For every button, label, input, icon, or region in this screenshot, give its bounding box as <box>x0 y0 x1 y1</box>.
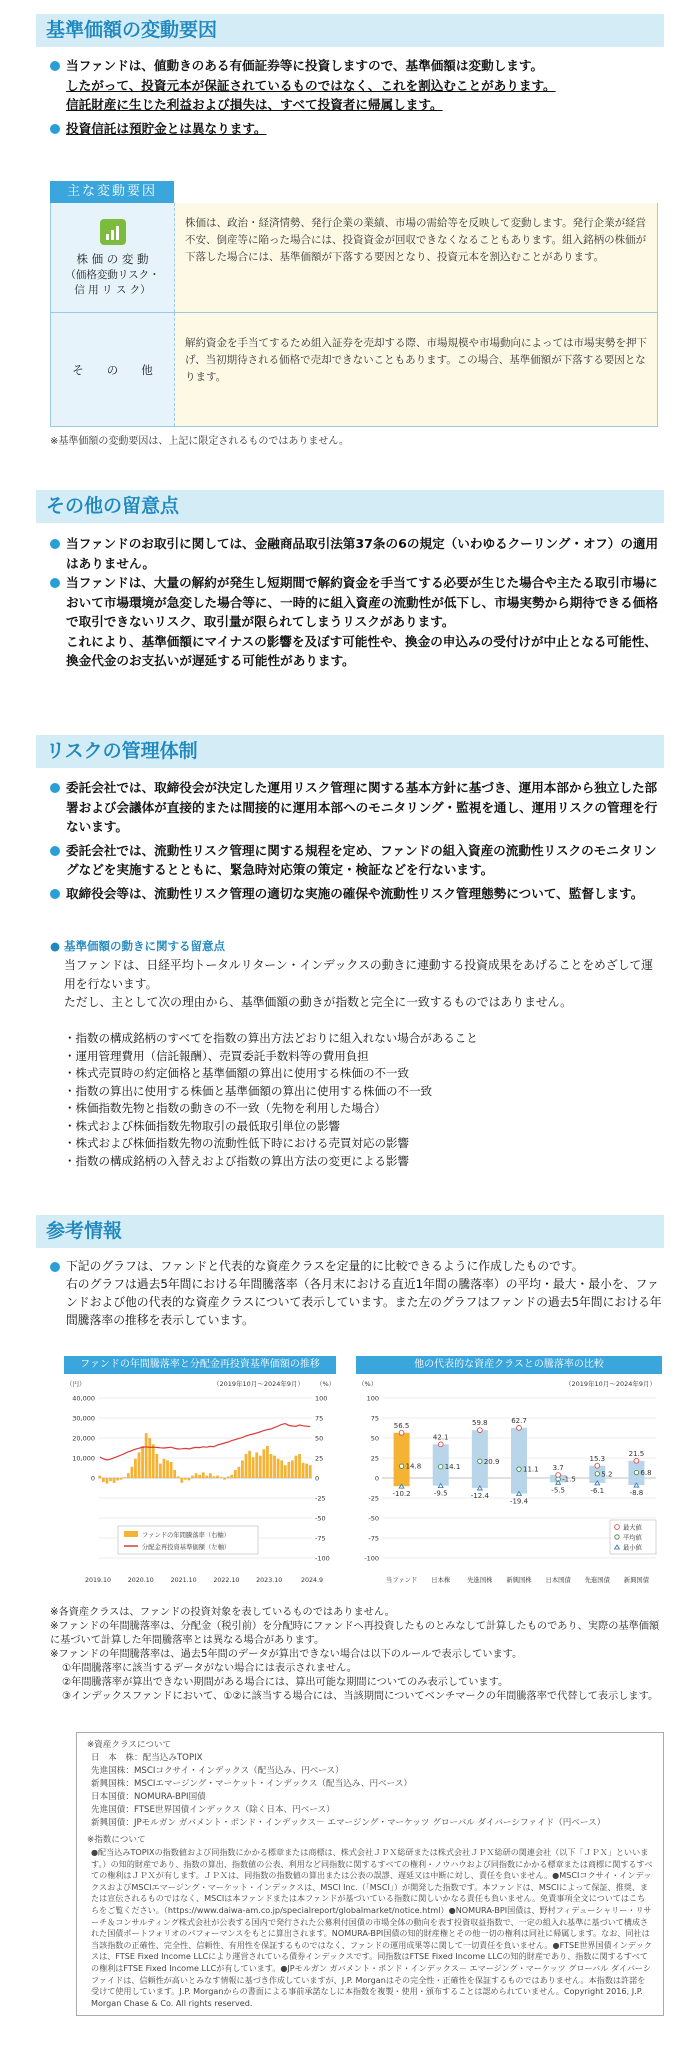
y-unit: （%） <box>358 1380 378 1388</box>
fund-return-bar <box>245 1454 248 1478</box>
fund-return-bar <box>291 1460 294 1478</box>
avg-label: 14.8 <box>405 1462 422 1471</box>
y-tick: 75 <box>370 1414 379 1423</box>
y-right-tick: 25 <box>315 1454 324 1463</box>
avg-label: -1.5 <box>562 1475 576 1484</box>
avg-marker <box>595 1472 599 1476</box>
list-item: ・指数の構成銘柄の入替えおよび指数の算出方法の変更による影響 <box>64 1153 409 1168</box>
avg-label: 20.9 <box>483 1457 500 1466</box>
fund-return-bar <box>106 1478 109 1484</box>
max-marker <box>595 1463 600 1468</box>
min-label: -19.4 <box>509 1497 529 1506</box>
legend-bar-swatch <box>124 1531 138 1537</box>
x-tick: 2020.10 <box>127 1577 154 1584</box>
list-item: ・指数の算出に使用する株価と基準価額の算出に使用する株価の不一致 <box>64 1083 432 1098</box>
row-label-line: （価格変動リスク・ <box>65 268 160 281</box>
fund-return-bar <box>202 1472 205 1478</box>
fund-return-bar <box>170 1462 173 1478</box>
fund-return-bar <box>209 1473 212 1478</box>
legend-bar-label: ファンドの年間騰落率（右軸） <box>142 1532 231 1539</box>
y-left-tick: 30,000 <box>72 1414 95 1423</box>
max-marker <box>477 1428 482 1433</box>
legend-min-label: 最小値 <box>623 1544 642 1552</box>
fund-return-bar <box>234 1470 237 1478</box>
fund-return-bar <box>262 1449 265 1478</box>
min-label: -8.8 <box>629 1489 644 1498</box>
asset-item: 先進国債：FTSE世界国債インデックス（除く日本、円ベース） <box>91 1805 335 1815</box>
max-marker <box>634 1458 639 1463</box>
avg-marker <box>439 1465 443 1469</box>
max-label: 59.8 <box>472 1419 488 1428</box>
y-tick: -50 <box>368 1514 379 1523</box>
fund-return-bar <box>227 1476 230 1478</box>
note-line: ②年間騰落率が算出できない期間がある場合には、算出可能な期間についてのみ表示しています。 <box>62 1677 509 1688</box>
fund-return-bar <box>259 1456 262 1478</box>
fund-return-bar <box>188 1478 191 1480</box>
max-label: 62.7 <box>511 1416 527 1425</box>
y-tick: 100 <box>366 1394 379 1403</box>
fund-return-bar <box>127 1473 130 1478</box>
category-label: 日本国債 <box>545 1577 571 1584</box>
asset-item: 新興国株：MSCIエマージング・マーケット・インデックス（配当込み、円ベース） <box>91 1779 413 1789</box>
section-heading-reference: 参考情報 <box>36 1215 664 1248</box>
note-line: ※各資産クラスは、ファンドの投資対象を表しているものではありません。 <box>50 1607 395 1618</box>
note-line: ※ファンドの年間騰落率は、過去5年間のデータが算出できない場合は以下のルールで表示しています。 <box>50 1649 523 1660</box>
row-text: 株価は、政治・経済情勢、発行企業の業績、市場の需給等を反映して変動します。発行企業が経営不安、倒産等に陥った場合には、投資資金が回収できなくなることもあります。組入銘柄の株価が下落した場合には、基準価額が下落する要因となり、投資元本を割込むことがあります。 <box>175 203 657 312</box>
fund-return-bar <box>302 1463 305 1478</box>
list-item: ・運用管理費用（信託報酬）、売買委託手数料等の費用負担 <box>64 1048 369 1063</box>
fund-return-bar <box>220 1477 223 1478</box>
bullet-item: 下記のグラフは、ファンドと代表的な資産クラスを定量的に比較できるように作成したものです。 右のグラフは過去5年間における年間騰落率（各月末における直近1年間の騰落率）の平均・最大・最小を、ファンドおよび他の代表的な資産クラスについて表示しています。また左のグラフはファンドの過去5年間における年間騰落率の推移を表示しています。 <box>50 1257 665 1329</box>
left-chart <box>64 1356 336 1596</box>
y-right-tick: 100 <box>315 1394 328 1403</box>
fund-return-bar <box>277 1459 280 1478</box>
fund-return-bar <box>180 1478 183 1483</box>
note-line: ※ファンドの年間騰落率は、分配金（税引前）を分配時にファンドへ再投資したものとみなして計算したものであり、実際の基準価額に基づいて計算した年間騰落率とは異なる場合があります。 <box>50 1621 660 1646</box>
fund-return-bar <box>216 1476 219 1478</box>
x-tick: 2024.9 <box>300 1577 324 1584</box>
fund-return-bar <box>198 1475 201 1478</box>
fund-return-bar <box>155 1454 158 1478</box>
fund-return-bar <box>238 1467 241 1478</box>
category-label: 新興国株 <box>506 1577 532 1584</box>
fund-return-bar <box>252 1457 255 1478</box>
max-marker <box>517 1425 522 1430</box>
fund-return-bar <box>152 1444 155 1478</box>
max-marker <box>399 1430 404 1435</box>
category-label: 当ファンド <box>385 1577 418 1584</box>
risk-mgmt-bullets <box>50 778 665 903</box>
y-right-tick: 75 <box>315 1414 324 1423</box>
ref-body: ●配当込みTOPIXの指数値および同指数にかかる標章または商標は、株式会社ＪＰＸ総研または株式会社ＪＰＸ総研の関連会社（以下「ＪＰＸ」といいます。）の知的財産であり、指数の算出、指数値の公表、利用など同指数に関するすべての権利・ノウハウおよび同指数にかかる標章または商標に関するすべての権利はＪＰＸが有します。ＪＰＸは、同指数の指数値の算出または公表の誤謬、遅延又は中断に対し、責任を負いません。●MSCIコクサイ・インデックスおよびMSCIエマージング・マーケット・インデックスは、MSCI Inc.（「MSCI」）が開発した指数です。本ファンドは、MSCIによって保証、推奨、または宣伝されるものではなく、MSCIは本ファンドまたは本ファンドが基づいている指数に関しいかなる責任も負いません。免責事項全文についてはこちらをご覧ください。（https://www.daiwa-am.co.jp/specialreport/globalmarket/notice.html）●NOMURA-BPI国債は、野村フィデューシャリー・リサーチ＆コンサルティング株式会社が公表する国内で発行された公募利付国債の市場全体の動向を表す投資収益指数で、一定の組入れ基準に基づいて構成された国債ポートフォリオのパフォーマンスをもとに算出されます。NOMURA-BPI国債の知的財産権とその他一切の権利は同社に帰属します。なお、同社は当該指数の正確性、完全性、信頼性、有用性を保証するものではなく、ファンドの運用成果等に関して一切責任を負いません。●FTSE世界国債インデックスは、FTSE Fixed Income LLCにより運営されている債券インデックスです。同指数はFTSE Fixed Income LLCの知的財産であり、指数に関するすべての権利はFTSE Fixed Income LLCが有しています。●JPモルガン ガバメント・ボンド・インデックス－ エマージング・マーケッツ グローバル ダイバーシファイドは、信頼性が高いとみなす情報に基づき作成していますが、J.P. Morganはその完全性・正確性を保証するものではありません。本指数は許諾を受けて使用しています。J.P. Morganからの書面による事前承諾なしに本指数を複製・使用・頒布することは認められていません。Copyright 2016, J.P. Morgan Chase & Co. All rights reserved. <box>91 1847 653 2008</box>
avg-label: 5.2 <box>601 1470 613 1479</box>
y-left-tick: 10,000 <box>72 1454 95 1463</box>
legend-max-marker <box>615 1525 620 1530</box>
fund-return-bar <box>173 1470 176 1478</box>
avg-marker <box>517 1467 521 1471</box>
x-tick: 2019.10 <box>84 1577 112 1584</box>
y-tick: 50 <box>370 1434 379 1443</box>
section-heading-other: その他の留意点 <box>36 490 664 523</box>
max-label: 21.5 <box>628 1449 645 1458</box>
fund-return-bar <box>109 1478 112 1481</box>
footnote: ※基準価額の変動要因は、上記に限定されるものではありません。 <box>50 436 349 447</box>
fund-return-bar <box>241 1460 244 1478</box>
list-item: ・指数の構成銘柄のすべてを指数の算出方法どおりに組入れない場合があること <box>64 1031 478 1045</box>
max-label: 42.1 <box>432 1433 449 1442</box>
asset-item: 新興国債：JPモルガン ガバメント・ボンド・インデックス－ エマージング・マーケッツ グローバル ダイバーシファイド（円ベース） <box>91 1818 606 1828</box>
asset-item: 日本国債：NOMURA-BPI国債 <box>91 1792 206 1802</box>
fund-return-bar <box>223 1478 226 1480</box>
range-bar <box>511 1428 527 1494</box>
left-y-unit: （円） <box>66 1380 86 1388</box>
sub-text <box>64 956 662 1012</box>
fund-return-bar <box>230 1475 233 1478</box>
category-label: 日本株 <box>431 1577 451 1584</box>
fund-return-bar <box>305 1464 308 1478</box>
max-marker <box>438 1442 443 1447</box>
list-item: ・株価指数先物と指数の動きの不一致（先物を利用した場合） <box>64 1101 386 1115</box>
legend-line-label: 分配金再投資基準価額（左軸） <box>142 1544 231 1551</box>
fund-return-bar <box>113 1478 116 1483</box>
category-label: 新興国債 <box>623 1577 650 1584</box>
legend-max-label: 最大値 <box>623 1524 642 1532</box>
fund-return-bar <box>298 1454 301 1478</box>
subheading: ● 基準価額の動きに関する留意点 <box>50 939 226 953</box>
category-label: 先進国株 <box>467 1577 493 1584</box>
fund-return-bar <box>205 1476 208 1478</box>
avg-marker <box>399 1464 403 1468</box>
period-label: （2019年10月～2024年9月） <box>213 1380 304 1388</box>
x-tick: 2023.10 <box>256 1577 283 1584</box>
bullet-item: 当ファンドは、値動きのある有価証券等に投資しますので、基準価額は変動します。 したがって、投資元本が保証されているものではなく、これを割込むことがあります。 信託財産に生じた利益および損失は、すべて投資者に帰属します。 <box>50 56 665 115</box>
row-label-line: そ の 他 <box>72 362 153 377</box>
x-tick: 2022.10 <box>213 1577 240 1584</box>
list-item: ・株式および株価指数先物の流動性低下時における売買対応の影響 <box>64 1136 409 1150</box>
min-label: -6.1 <box>590 1486 605 1495</box>
bullet-item: これにより、基準価額にマイナスの影響を及ぼす可能性や、換金の申込みの受付けが中止となる可能性、換金代金のお支払いが遅延する可能性があります。 <box>66 633 657 668</box>
y-left-tick: 40,000 <box>72 1394 95 1403</box>
fund-return-bar <box>248 1451 251 1478</box>
period-label: （2019年10月～2024年9月） <box>565 1380 656 1388</box>
list-item: ・株式および株価指数先物取引の最低取引単位の影響 <box>64 1118 340 1133</box>
fund-return-bar <box>195 1473 198 1478</box>
y-right-tick: 0 <box>315 1474 320 1483</box>
chart-up-icon <box>100 219 126 245</box>
row-label <box>51 313 175 426</box>
max-label: 15.3 <box>589 1454 606 1463</box>
fund-return-bar <box>177 1476 180 1478</box>
fund-return-bar <box>159 1464 162 1478</box>
fund-return-bar <box>166 1460 169 1478</box>
table-title: 主な変動要因 <box>50 181 174 203</box>
section-heading-risk-mgmt: リスクの管理体制 <box>36 735 664 768</box>
fund-return-bar <box>145 1433 148 1478</box>
min-label: -9.5 <box>433 1489 448 1498</box>
avg-marker <box>478 1459 482 1463</box>
bullet-item: 委託会社では、取締役会が決定した運用リスク管理に関する基本方針に基づき、運用本部から独立した部署および会議体が直接的または間接的に運用本部へのモニタリング・監視を通し、運用リスクの管理を行ないます。 <box>50 778 665 837</box>
note-line: ①年間騰落率に該当するデータがない場合には表示されません。 <box>62 1663 357 1674</box>
min-label: -12.4 <box>470 1491 489 1500</box>
row-text: 解約資金を手当てするため組入証券を売却する際、市場規模や市場動向によっては市場実勢を押下げ、当初期待される価格で売却できないこともあります。この場合、基準価額が下落する要因となります。 <box>175 313 657 426</box>
note-line: ③インデックスファンドにおいて、①②に該当する場合には、当該期間についてベンチマークの年間騰落率で代替して表示します。 <box>62 1691 659 1702</box>
row-label-line: 信 用 リ ス ク） <box>74 283 151 296</box>
right-y-unit: （%） <box>316 1380 336 1388</box>
y-tick: -25 <box>368 1494 379 1503</box>
table-row <box>50 203 658 313</box>
y-right-tick: -25 <box>315 1494 326 1503</box>
volatility-bullets <box>50 56 665 138</box>
category-label: 先進国債 <box>584 1577 610 1584</box>
asset-item: 先進国株：MSCIコクサイ・インデックス（配当込み、円ベース） <box>91 1766 344 1776</box>
min-label: -10.2 <box>392 1490 411 1499</box>
y-left-tick: 0 <box>90 1474 95 1483</box>
bullet-item: 投資信託は預貯金とは異なります。 <box>50 119 665 139</box>
sub-paragraph: 当ファンドは、日経平均トータルリターン・インデックスの動きに連動する投資成果をあげることをめざして運用を行ないます。 <box>64 958 654 991</box>
chart-notes <box>50 1606 662 1704</box>
table-row <box>50 313 658 427</box>
y-right-tick: -100 <box>315 1554 330 1563</box>
fund-return-bar <box>134 1459 137 1478</box>
row-label <box>51 203 175 312</box>
fund-return-bar <box>213 1476 216 1478</box>
y-tick: -100 <box>364 1554 379 1563</box>
fund-return-bar <box>273 1456 276 1478</box>
fund-return-bar <box>102 1478 105 1482</box>
max-label: 56.5 <box>393 1421 410 1430</box>
fund-return-bar <box>116 1478 119 1480</box>
avg-marker <box>634 1470 638 1474</box>
ref-heading: ※資産クラスについて <box>87 1740 172 1750</box>
fund-return-bar <box>287 1462 290 1478</box>
fund-return-bar <box>255 1452 258 1478</box>
fund-return-bar <box>98 1476 101 1478</box>
left-chart-title: ファンドの年間騰落率と分配金再投資基準価額の推移 <box>64 1356 336 1374</box>
fund-return-bar <box>309 1465 312 1478</box>
y-tick: 0 <box>374 1474 379 1483</box>
fund-return-bar <box>280 1460 283 1478</box>
other-bullets <box>50 534 665 671</box>
fund-return-bar <box>120 1478 123 1480</box>
right-chart-svg <box>356 1374 662 1596</box>
fund-return-bar <box>270 1454 273 1478</box>
y-tick: 25 <box>370 1454 379 1463</box>
bullet-item: 当ファンドは、大量の解約が発生し短期間で解約資金を手当てする必要が生じた場合や主たる取引市場において市場環境が急変した場合等に、一時的に組入資産の流動性が低下し、市場実勢から期待できる価格で取引できないリスク、取引量が限られてしまうリスクがあります。 <box>50 573 665 632</box>
risk-factor-table <box>50 181 658 427</box>
min-label: -5.5 <box>551 1486 565 1495</box>
avg-label: 11.1 <box>523 1465 539 1474</box>
y-right-tick: 50 <box>315 1434 324 1443</box>
fund-return-bar <box>138 1452 141 1478</box>
legend-avg-marker <box>615 1535 619 1539</box>
section-heading-volatility: 基準価額の変動要因 <box>36 14 664 47</box>
avg-label: 14.1 <box>444 1463 461 1472</box>
right-chart <box>356 1356 662 1596</box>
fund-return-bar <box>266 1446 269 1478</box>
deviation-list <box>64 1030 664 1170</box>
fund-return-bar <box>148 1438 151 1478</box>
bullet-item: 当ファンドのお取引に関しては、金融商品取引法第37条の6の規定（いわゆるクーリング・オフ）の適用はありません。 <box>50 534 665 573</box>
fund-return-bar <box>141 1446 144 1478</box>
left-chart-svg <box>64 1374 336 1596</box>
bullet-item: 取締役会等は、流動性リスク管理の適切な実施の確保や流動性リスク管理態勢について、監督します。 <box>50 884 665 904</box>
y-right-tick: -50 <box>315 1514 326 1523</box>
fund-return-bar <box>123 1477 126 1478</box>
reference-box <box>76 1732 664 2016</box>
avg-label: 6.8 <box>640 1469 652 1478</box>
fund-return-bar <box>191 1476 194 1478</box>
fund-return-bar <box>131 1467 134 1478</box>
fund-return-bar <box>295 1456 298 1478</box>
nav-line <box>100 1424 310 1460</box>
fund-return-bar <box>163 1459 166 1478</box>
asset-item: 日 本 株：配当込みTOPIX <box>91 1753 203 1763</box>
fund-return-bar <box>284 1465 287 1478</box>
fund-return-bar <box>184 1478 187 1480</box>
range-bar <box>394 1433 410 1486</box>
ref-heading: ※指数について <box>87 1835 146 1845</box>
reference-bullets <box>50 1257 665 1329</box>
legend-avg-label: 平均値 <box>623 1534 642 1542</box>
right-chart-title: 他の代表的な資産クラスとの騰落率の比較 <box>356 1356 662 1374</box>
bullet-item: 委託会社では、流動性リスク管理に関する規程を定め、ファンドの組入資産の流動性リスクのモニタリングなどを実施するとともに、緊急時対応策の策定・検証などを行ないます。 <box>50 841 665 880</box>
max-label: 3.7 <box>552 1464 564 1473</box>
asset-list <box>87 1752 653 1830</box>
y-tick: -75 <box>368 1534 379 1543</box>
sub-paragraph: ただし、主として次の理由から、基準価額の動きが指数と完全に一致するものではありません。 <box>64 995 572 1009</box>
y-left-tick: 20,000 <box>72 1434 95 1443</box>
list-item: ・株式売買時の約定価格と基準価額の算出に使用する株価の不一致 <box>64 1066 409 1080</box>
x-tick: 2021.10 <box>170 1577 197 1584</box>
row-label-line: 株 価 の 変 動 <box>76 251 149 266</box>
y-right-tick: -75 <box>315 1534 326 1543</box>
